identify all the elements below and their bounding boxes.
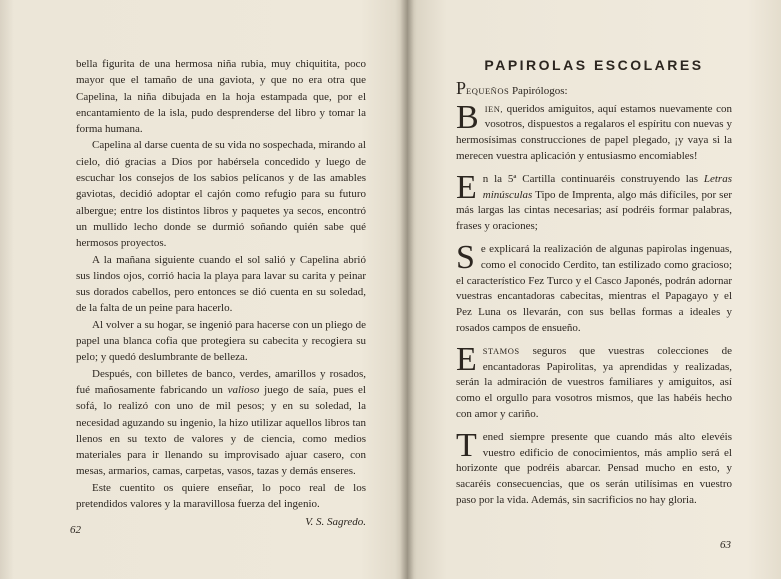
- drop-cap: E: [456, 168, 477, 206]
- page-title: PAPIROLAS ESCOLARES: [484, 57, 704, 73]
- drop-cap: B: [456, 98, 479, 136]
- paragraph: ESTAMOS seguros que vuestras colecciones de encantadoras Papirolitas, ya aprendidas y realizadas, serán la admiración de vuestros familiares y amiguitos, así como el orgullo para vosotros mismos, que las habéis hecho con amor y cariño.: [456, 340, 732, 420]
- paragraph: Se explicará la realización de algunas papirolas ingenuas, como el conocido Cerdito, tan estilizado como gracioso; el característico Fez Turco y el Casco Japonés, podrán adornar vuestras encantadoras cabecitas, mientras el Papagayo y el Pez Luna os llevarán, con sus bellas formas a ideales y rosados campos de ensueño.: [456, 238, 732, 334]
- book-gutter: [400, 0, 414, 579]
- paragraph: A la mañana siguiente cuando el sol salió y Capelina abrió sus lindos ojos, corrió hacia la playa para lavar su carita y peinar sus dorados cabellos, pero entonces se dió cuenta en su soledad, de la falta de un peine para hacerlo.: [76, 253, 366, 315]
- drop-cap: T: [456, 426, 477, 464]
- left-page-text: [76, 56, 366, 531]
- paragraph: bella figurita de una hermosa niña rubia, muy chiquitita, poco mayor que el tamaño de una gaviota, y que no era otra que Capelina, la niña dibujada en la hoja estampada que, por el encantamiento de la isla, pudo desprenderse del libro y tomar la forma humana.: [76, 58, 366, 136]
- paragraph: Al volver a su hogar, se ingenió para hacerse con un pliego de papel una blanca cofia que protegiera su cabecita y recogiera su pelo; y quedó deslumbrante de belleza.: [76, 318, 366, 364]
- italic-word: valioso: [227, 383, 260, 396]
- drop-cap: E: [456, 340, 477, 378]
- paragraph: BIEN, queridos amiguitos, aquí estamos nuevamente con vosotros, dispuestos a regalaros el espíritu con nuevas y hermosísimas construcciones de papel plegado, ¡y vaya si la merecen vuestra aplicación y entusiasmo encomiables!: [456, 98, 732, 162]
- paragraph: Este cuentito os quiere enseñar, lo poco real de los pretendidos valores y la maravillosa fuerza del ingenio.: [76, 481, 366, 511]
- right-page-text: [456, 58, 732, 516]
- paragraph: Después, con billetes de banco, verdes, amarillos y rosados, fué mañosamente fabricando un valioso juego de saía, pues el sofá, lo realizó con uno de mil pesos; y en su soledad, la necesidad aguzando su ingenio, la hizo utilizar aquellos libros tan llenos en su texto de valores y de ciencia, como medios materiales para ir llenando su improvisado ajuar casero, con mesas, armarios, camas, carpetas, vasos, tazas y demás enseres.: [76, 367, 366, 478]
- page-number-left: 62: [70, 524, 81, 536]
- paragraph: Capelina al darse cuenta de su vida no sospechada, mirando al cielo, dió gracias a Dios por habérsela concedido y luego de escuchar los consejos de los sabios pelícanos y de las amables gaviotas, decidió adoptar el cajón como refugio para su futuro albergue; entre los distintos libros y paquetes ya secos, encontró un mullido lecho donde se durmió soñando quién sabe qué hermosos proyectos.: [76, 139, 366, 250]
- greeting: PEQUEÑOS Papirólogos:: [456, 77, 568, 98]
- page-number-right: 63: [720, 539, 731, 551]
- drop-cap: S: [456, 238, 475, 276]
- paragraph: Tened siempre presente que cuando más alto elevéis vuestro edificio de conocimientos, más amplio será el horizonte que podréis abarcar. Pensad mucho en esto, y sacaréis consecuencias, que os serán utilísimas en vuestro paso por la vida. Además, sin sacrificios no hay gloria.: [456, 426, 732, 506]
- author-signature: V. S. Sagredo.: [305, 516, 366, 529]
- paragraph: En la 5ª Cartilla continuaréis construyendo las Letras minúsculas Tipo de Imprenta, algo más difíciles, por ser más largas las cintas necesarias; así podréis formar palabras, frases y oraciones;: [456, 168, 732, 233]
